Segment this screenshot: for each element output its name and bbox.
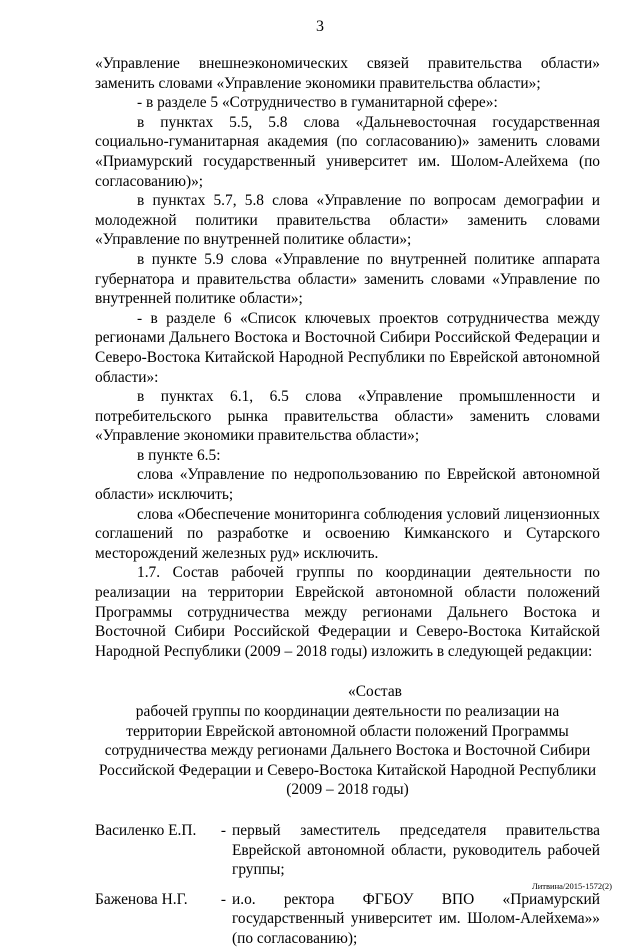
paragraph: слова «Обеспечение мониторинга соблюдения условий лицензионных соглашений по разработке и освоению Кимканского и Сутарского месторождений железных руд» исключить. [95,505,600,562]
member-dash: - [220,821,227,839]
paragraph: в пунктах 6.1, 6.5 слова «Управление промышленности и потребительского рынка правительства области» заменить словами «Управление экономики правительства области»; [95,388,600,445]
section-subtitle: рабочей группы по координации деятельности по реализации на территории Еврейской автономной области положений Программы сотрудничества между регионами Дальнего Востока и Восточной Сибири Российской Федерации и Северо-Востока Китайской Народной Республики (2009 – 2018 годы) [98,703,597,799]
paragraph: слова «Управление по недропользованию по Еврейской автономной области» исключить; [95,466,600,504]
paragraph: - в разделе 5 «Сотрудничество в гуманитарной сфере»: [137,94,498,112]
document-body [95,54,600,949]
member-role: первый заместитель председателя правительства Еврейской автономной области, руководитель рабочей группы; [232,821,600,879]
page-number: 3 [316,18,324,35]
paragraph: - в разделе 6 «Список ключевых проектов сотрудничества между регионами Дальнего Востока и Восточной Сибири Российской Федерации и Северо-Востока Китайской Народной Республики по Еврейской автономной области»: [95,309,600,386]
member-name: Василенко Е.П. [95,821,197,839]
member-name: Баженова Н.Г. [95,890,188,908]
member-row [95,821,600,880]
footer-code: Литвина/2015-1572(2) [531,881,612,891]
section-title: «Состав [348,683,402,701]
paragraph: в пунктах 5.7, 5.8 слова «Управление по вопросам демографии и молодежной политики правительства области» заменить словами «Управление по внутренней политике области»; [95,192,600,249]
paragraph: в пункте 5.9 слова «Управление по внутренней политике аппарата губернатора и правительства области» заменить словами «Управление по внутренней политике области»; [95,250,600,308]
paragraph: «Управление внешнеэкономических связей правительства области» заменить словами «Управление экономики правительства области»; [95,55,600,92]
paragraph: в пунктах 5.5, 5.8 слова «Дальневосточная государственная социально-гуманитарная академия (по согласованию)» заменить словами «Приамурский государственный университет им. Шолом-Алейхема (по согласованию)»; [95,113,600,190]
member-role: и.о. ректора ФГБОУ ВПО «Приамурский государственный университет им. Шолом-Алейхема»» (по согласованию); [232,890,600,947]
member-row [95,890,600,949]
paragraph: 1.7. Состав рабочей группы по координации деятельности по реализации на территории Еврейской автономной области положений Программы сотрудничества между регионами Дальнего Востока и Восточной Сибири Российской Федерации и Северо-Востока Китайской Народной Республики (2009 – 2018 годы) изложить в следующей редакции: [95,564,600,660]
paragraph: в пункте 6.5: [137,446,221,464]
member-dash: - [220,890,227,908]
